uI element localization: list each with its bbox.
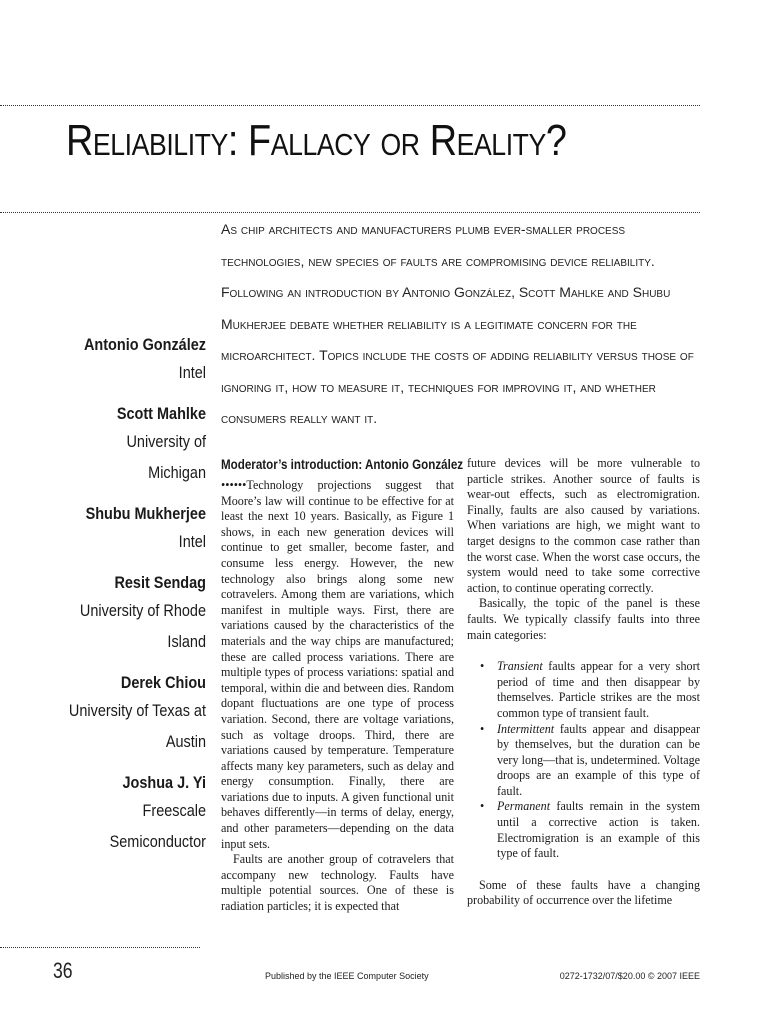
lead-dots: •••••• [221,478,247,492]
author-name: Resit Sendag [114,573,206,592]
author-entry [40,502,206,557]
list-item-text: faults remain in the system until a corrective action is taken. Electromigration is an example of this type of fault. [497,799,700,861]
body-column-right [467,456,700,909]
section-heading: Moderator’s introduction: Antonio González [221,457,464,472]
article-title: Reliability: Fallacy or Reality? [66,116,567,165]
body-column-left [221,456,464,915]
publisher-line: Published by the IEEE Computer Society [265,971,429,981]
author-name: Antonio González [83,335,206,354]
author-name: Scott Mahlke [116,404,206,423]
author-name: Shubu Mukherjee [85,504,206,523]
author-entry [40,671,206,757]
footer-divider [0,947,200,948]
list-item [467,799,700,861]
author-affiliation: University of Michigan [126,432,206,482]
bullet-glyph: • [480,799,485,814]
author-affiliation: University of Rhode Island [79,601,206,651]
author-entry [40,333,206,388]
article-dek: As chip architects and manufacturers plumb ever-smaller process technologies, new species of faults are compromising device reliability. Following an introduction by Antonio González, Scott Mahlke and Shubu Mukherjee debate whether reliability is a legitimate concern for the microarchitect. Topics include the costs of adding reliability versus those of ignoring it, how to measure it, techniques for improving it, and whether consumers really want it. [221,221,694,426]
author-entry [40,402,206,488]
list-item [467,659,700,721]
author-entry [40,571,206,657]
top-divider [0,105,700,106]
paragraph-text: Technology projections suggest that Moore’s law will continue to be effective for at least the next 10 years. Basically, as Figure 1 shows, in each new generation devices will continue to get smaller, become faster, and consume less energy. However, the new technology also brings along some new cotravelers. Among them are variations, which manifest in multiple ways. First, there are variations caused by the characteristics of the materials and the way chips are manufactured; these are called process variations. There are multiple types of process variations: spatial and temporal, within die and between dies. Random dopant fluctuations are one type of process variation. Second, there are voltage variations, such as voltage droops. Third, there are variations caused by temperature. Temperature affects many key parameters, such as delay and energy consumption. Finally, there are variations due to inputs. A given functional unit behaves differently—in terms of delay, energy, and other parameters—depending on the data input sets. [221,478,454,851]
body-paragraph: Faults are another group of cotravelers that accompany new technology. Faults have multiple potential sources. One of these is radiation particles; it is expected that [221,852,454,914]
body-paragraph [221,478,454,852]
list-item-text: faults appear and disappear by themselves, but the duration can be very long—that is, undetermined. Voltage droops are an example of this type of fault. [497,721,700,798]
title-divider [0,212,700,213]
list-item-text: faults appear for a very short period of time and then disappear by themselves. Particle strikes are the most common type of transient fault. [497,659,700,720]
author-affiliation: Intel [178,363,206,382]
list-item-term: Transient [497,659,543,674]
page-number: 36 [53,958,73,983]
author-name: Joshua J. Yi [122,773,206,792]
body-paragraph: Basically, the topic of the panel is these faults. We typically classify faults into three main categories: [467,596,700,642]
author-list [40,333,206,871]
list-item-term: Permanent [497,799,551,814]
list-item [467,722,700,800]
bullet-glyph: • [480,659,485,674]
author-name: Derek Chiou [120,673,206,692]
list-item-term: Intermittent [497,721,555,736]
author-affiliation: Intel [178,532,206,551]
fault-category-list [467,659,700,862]
author-affiliation: Freescale Semiconductor [109,801,206,851]
author-entry [40,771,206,857]
body-paragraph: Some of these faults have a changing probability of occurrence over the lifetime [467,877,700,908]
author-affiliation: University of Texas at Austin [68,701,206,751]
bullet-glyph: • [480,721,485,736]
copyright-line: 0272-1732/07/$20.00 © 2007 IEEE [559,971,700,981]
body-paragraph: future devices will be more vulnerable to particle strikes. Another source of faults is wear-out effects, such as electromigration. Finally, faults are also caused by variations. When variations are high, we might want to target designs to the common case rather than the worst case. When the worst case occurs, the system would need to take some corrective action, to continue operating correctly. [467,456,700,595]
